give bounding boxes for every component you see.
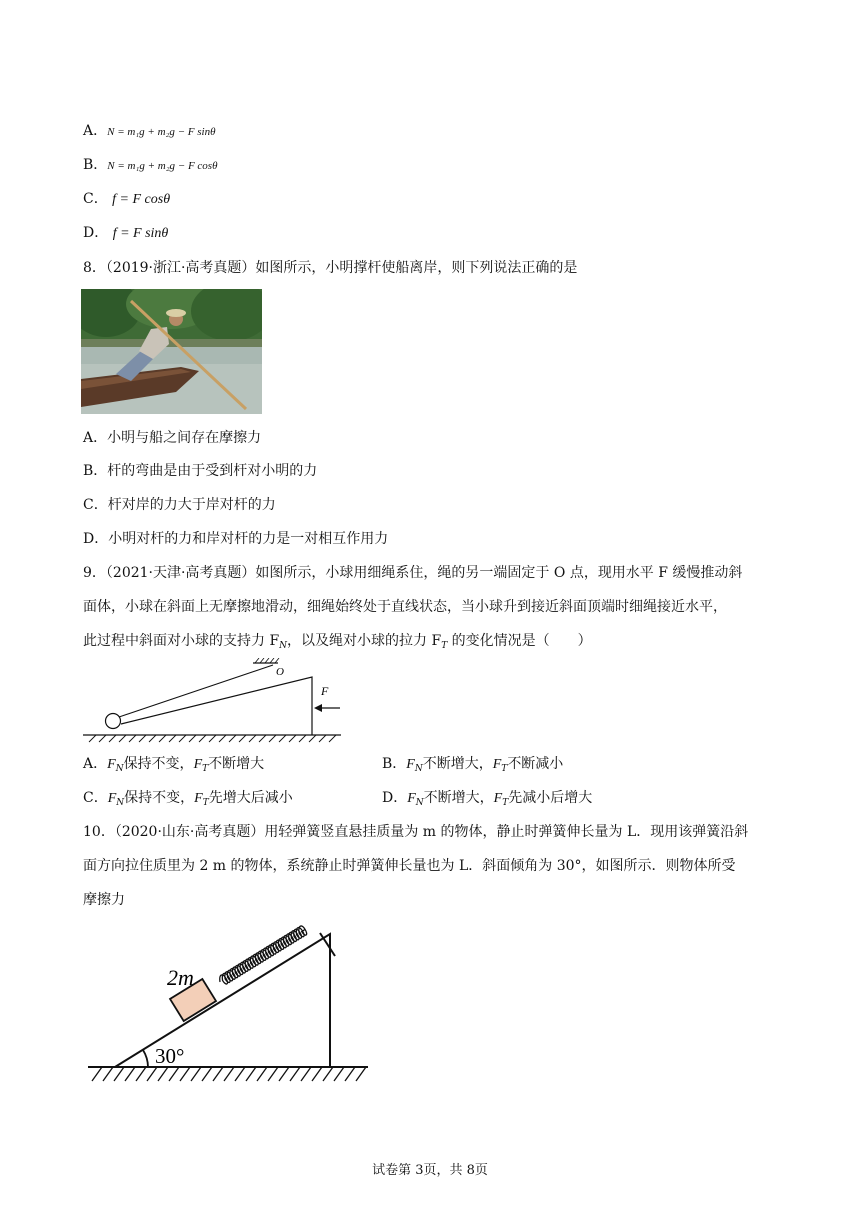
q10-diagram <box>88 924 373 1086</box>
q9-option-b[interactable]: B．$F_N$不断增大，$F_T$不断减小 <box>382 756 564 774</box>
q9-stem-line-3: 此过程中斜面对小球的支持力 $F_N$，以及绳对小球的拉力 $F_T$ 的变化情况是（ ） <box>83 633 592 651</box>
q8-option-b[interactable]: B．杆的弯曲是由于受到杆对小明的力 <box>83 463 318 479</box>
q9-diagram <box>83 658 345 743</box>
q10-stem-line-1: 10．（2020·山东·高考真题）用轻弹簧竖直悬挂质量为 m 的物体，静止时弹簧伸长量为 L．现用该弹簧沿斜 <box>83 824 749 840</box>
q8-stem: 8．（2019·浙江·高考真题）如图所示，小明撑杆使船离岸，则下列说法正确的是 <box>83 260 578 276</box>
q9-option-d[interactable]: D．$F_N$不断增大，$F_T$先减小后增大 <box>382 790 593 808</box>
q9-option-c[interactable]: C．$F_N$保持不变，$F_T$先增大后减小 <box>83 790 293 808</box>
page-footer: 试卷第 3页，共 8页 <box>372 1163 488 1178</box>
angle-label: 30° <box>155 1044 185 1068</box>
force-f-label: F <box>321 684 329 698</box>
mass-label: 2m <box>167 965 194 990</box>
formula: N = m₁g + m₂g − F sinθ <box>107 126 216 138</box>
formula: N = m₁g + m₂g − F cosθ <box>107 160 218 172</box>
formula: f = F sinθ <box>112 226 169 241</box>
q7-option-d[interactable]: D． f = F sinθ <box>83 225 169 241</box>
q9-stem-line-2: 面体，小球在斜面上无摩擦地滑动，细绳始终处于直线状态，当小球升到接近斜面顶端时细绳接近水平， <box>83 599 727 615</box>
q8-option-a[interactable]: A．小明与船之间存在摩擦力 <box>83 430 262 446</box>
q7-option-c[interactable]: C． f = F cosθ <box>83 191 171 207</box>
spring-incline-diagram <box>88 924 373 1086</box>
boat-photo-illustration <box>81 289 262 414</box>
q10-stem-line-2: 面方向拉住质里为 2 m 的物体，系统静止时弹簧伸长量也为 L．斜面倾角为 30°，如图所示．则物体所受 <box>83 858 736 874</box>
q7-option-b[interactable]: B．N = m₁g + m₂g − F cosθ <box>83 157 218 173</box>
point-o-label: O <box>276 666 284 678</box>
q9-option-a[interactable]: A．$F_N$保持不变，$F_T$不断增大 <box>83 756 265 774</box>
incline-ball-diagram <box>83 658 345 743</box>
formula: f = F cosθ <box>112 192 171 207</box>
boat-photo <box>81 289 262 414</box>
q7-option-a[interactable]: A．N = m₁g + m₂g − F sinθ <box>83 123 216 139</box>
q8-option-d[interactable]: D．小明对杆的力和岸对杆的力是一对相互作用力 <box>83 531 389 547</box>
q8-option-c[interactable]: C．杆对岸的力大于岸对杆的力 <box>83 497 276 513</box>
q10-stem-line-3: 摩擦力 <box>83 892 125 908</box>
q9-stem-line-1: 9．（2021·天津·高考真题）如图所示，小球用细绳系住，绳的另一端固定于 O 点，现用水平 F 缓慢推动斜 <box>83 565 743 581</box>
